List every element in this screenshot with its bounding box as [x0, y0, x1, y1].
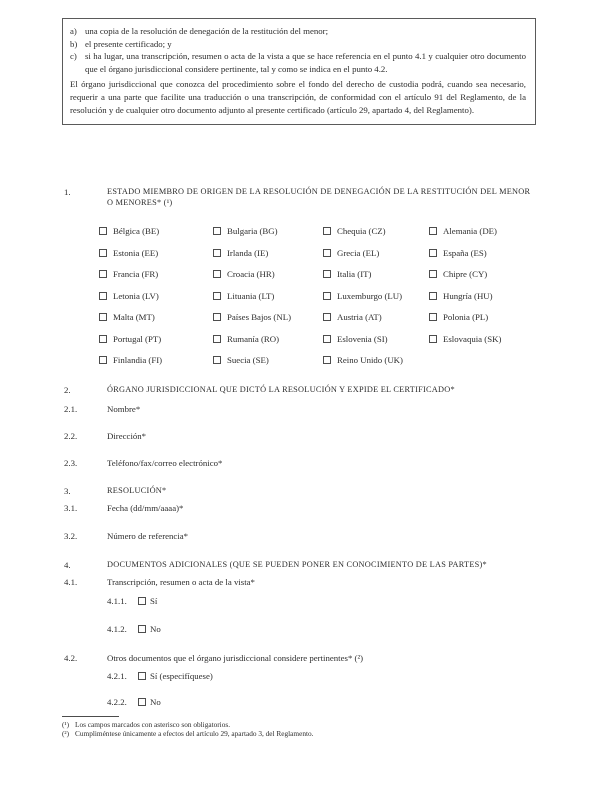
country-checkbox-option — [213, 355, 323, 365]
section-title: ESTADO MIEMBRO DE ORIGEN DE LA RESOLUCIÓN DE DENEGACIÓN DE LA RESTITUCIÓN DEL MENOR O MENORES* (¹) — [107, 187, 531, 207]
country-checkbox-option — [213, 291, 323, 301]
country-checkbox-option — [99, 312, 213, 322]
option-number: 4.1.2. — [107, 624, 127, 634]
checkbox-icon[interactable] — [323, 227, 331, 235]
section-number: 3. — [64, 486, 71, 496]
country-label: Rumanía (RO) — [227, 333, 280, 344]
country-label: Alemania (DE) — [443, 226, 497, 236]
country-checkbox-option — [323, 312, 429, 322]
option-row-4-1-2 — [107, 624, 161, 634]
checkbox-icon[interactable] — [213, 335, 221, 343]
country-label: Eslovenia (SI) — [337, 333, 388, 344]
country-checkbox-option — [213, 248, 323, 258]
field-number: 3.1. — [64, 503, 78, 513]
field-row-4-1 — [64, 577, 537, 588]
checkbox-icon[interactable] — [213, 270, 221, 278]
field-row-3-1 — [64, 503, 537, 514]
country-checkbox-option — [429, 291, 528, 301]
checkbox-icon[interactable] — [323, 270, 331, 278]
field-row-3-2 — [64, 531, 537, 542]
checkbox-icon[interactable] — [323, 356, 331, 364]
option-number: 4.1.1. — [107, 596, 127, 606]
country-label: Francia (FR) — [113, 269, 159, 279]
checkbox-icon[interactable] — [213, 313, 221, 321]
checkbox-icon[interactable] — [99, 356, 107, 364]
country-checkbox-option — [429, 269, 528, 279]
field-label: Nombre* — [107, 404, 141, 414]
option-label: No — [150, 624, 161, 634]
field-label: Dirección* — [107, 431, 147, 441]
field-number: 4.1. — [64, 577, 78, 587]
country-checkbox-option — [99, 248, 213, 258]
country-label: Irlanda (IE) — [227, 247, 269, 258]
country-label: Bulgaria (BG) — [227, 226, 278, 236]
country-label: Bélgica (BE) — [113, 226, 160, 236]
option-number: 4.2.1. — [107, 671, 127, 681]
section-1-heading — [64, 187, 537, 209]
field-number: 2.1. — [64, 404, 78, 414]
footnote-1 — [62, 720, 540, 729]
country-label: Austria (AT) — [337, 312, 382, 322]
country-label: Grecia (EL) — [337, 247, 380, 258]
checkbox-icon[interactable] — [99, 335, 107, 343]
section-number: 1. — [64, 187, 71, 197]
intro-item-a — [70, 25, 526, 38]
country-checkbox-option — [99, 269, 213, 279]
country-label: Hungría (HU) — [443, 290, 493, 301]
field-number: 3.2. — [64, 531, 78, 541]
section-number: 4. — [64, 560, 71, 570]
country-checkbox-option — [213, 226, 323, 236]
option-row-4-2-1 — [107, 671, 213, 681]
field-number: 2.3. — [64, 458, 78, 468]
footnote-rule — [62, 716, 119, 717]
field-row-2-2 — [64, 431, 537, 442]
checkbox-icon[interactable] — [429, 227, 437, 235]
section-number: 2. — [64, 385, 71, 395]
checkbox-icon[interactable] — [429, 313, 437, 321]
intro-item-label: b) — [70, 38, 78, 49]
field-number: 4.2. — [64, 653, 78, 663]
option-number: 4.2.2. — [107, 697, 127, 707]
country-checkbox-option — [429, 312, 528, 322]
option-row-4-2-2 — [107, 697, 161, 707]
section-3-heading — [64, 486, 537, 497]
checkbox-icon[interactable] — [323, 249, 331, 257]
country-checkbox-option — [99, 291, 213, 301]
country-label: Países Bajos (NL) — [227, 312, 292, 322]
country-checkbox-option — [99, 226, 213, 236]
checkbox-icon[interactable] — [138, 698, 146, 706]
country-checkbox-option — [429, 248, 528, 258]
intro-item-label: a) — [70, 26, 77, 36]
section-title: RESOLUCIÓN* — [107, 486, 167, 495]
intro-item-text: el presente certificado; y — [85, 38, 172, 49]
checkbox-icon[interactable] — [99, 292, 107, 300]
country-label: Polonia (PL) — [443, 312, 489, 322]
option-label: Sí — [150, 596, 158, 606]
intro-box — [62, 18, 536, 125]
country-label: Estonia (EE) — [113, 247, 159, 258]
footnote-text: Los campos marcados con asterisco son obligatorios. — [75, 720, 231, 729]
checkbox-icon[interactable] — [323, 335, 331, 343]
checkbox-icon[interactable] — [99, 313, 107, 321]
checkbox-icon[interactable] — [138, 625, 146, 633]
country-checkbox-option — [323, 291, 429, 301]
country-checkbox-option — [323, 226, 429, 236]
checkbox-icon[interactable] — [213, 227, 221, 235]
country-label: Chequia (CZ) — [337, 226, 386, 236]
checkbox-icon[interactable] — [323, 313, 331, 321]
option-label: No — [150, 697, 161, 707]
checkbox-icon[interactable] — [429, 335, 437, 343]
field-row-2-1 — [64, 404, 537, 415]
country-checkbox-option — [323, 248, 429, 258]
checkbox-icon[interactable] — [138, 672, 146, 680]
checkbox-icon[interactable] — [99, 227, 107, 235]
field-label: Otros documentos que el órgano jurisdiccional considere pertinentes* (²) — [107, 653, 364, 663]
footnote-2 — [62, 729, 540, 738]
checkbox-icon[interactable] — [429, 270, 437, 278]
country-label: Portugal (PT) — [113, 333, 162, 344]
intro-item-text: una copia de la resolución de denegación de la restitución del menor; — [85, 26, 329, 36]
member-state-grid — [99, 226, 528, 365]
country-checkbox-option — [323, 334, 429, 344]
checkbox-icon[interactable] — [213, 249, 221, 257]
checkbox-icon[interactable] — [138, 597, 146, 605]
country-checkbox-option — [213, 334, 323, 344]
intro-item-c — [70, 50, 526, 75]
country-label: Lituania (LT) — [227, 290, 275, 301]
country-checkbox-option — [213, 269, 323, 279]
field-label: Fecha (dd/mm/aaaa)* — [107, 503, 184, 513]
intro-item-label: c) — [70, 51, 77, 62]
checkbox-icon[interactable] — [429, 249, 437, 257]
checkbox-icon[interactable] — [213, 292, 221, 300]
checkbox-icon[interactable] — [99, 249, 107, 257]
option-label: Sí (especifíquese) — [150, 671, 213, 681]
country-label: España (ES) — [443, 247, 487, 258]
country-checkbox-option — [323, 355, 429, 365]
option-row-4-1-1 — [107, 596, 157, 606]
checkbox-icon[interactable] — [323, 292, 331, 300]
country-label: Malta (MT) — [113, 312, 155, 322]
checkbox-icon[interactable] — [99, 270, 107, 278]
country-checkbox-option — [429, 334, 528, 344]
country-checkbox-option — [429, 226, 528, 236]
section-4-heading — [64, 560, 537, 571]
country-label: Letonia (LV) — [113, 290, 159, 301]
country-checkbox-option — [323, 269, 429, 279]
section-title: ÓRGANO JURISDICCIONAL QUE DICTÓ LA RESOLUCIÓN Y EXPIDE EL CERTIFICADO* — [107, 385, 455, 394]
intro-item-b — [70, 38, 526, 51]
country-checkbox-option — [99, 355, 213, 365]
checkbox-icon[interactable] — [213, 356, 221, 364]
footnote-text: Cumpliméntese únicamente a efectos del artículo 29, apartado 3, del Reglamento. — [75, 729, 314, 738]
country-label: Chipre (CY) — [443, 269, 488, 279]
field-row-4-2 — [64, 653, 537, 664]
checkbox-icon[interactable] — [429, 292, 437, 300]
field-number: 2.2. — [64, 431, 78, 441]
country-label: Italia (IT) — [337, 269, 372, 279]
country-label: Luxemburgo (LU) — [337, 290, 403, 301]
field-row-2-3 — [64, 458, 537, 469]
footnote-marker: (¹) — [62, 720, 70, 729]
country-checkbox-option — [99, 334, 213, 344]
section-title: DOCUMENTOS ADICIONALES (QUE SE PUEDEN PONER EN CONOCIMIENTO DE LAS PARTES)* — [107, 560, 487, 569]
country-checkbox-option — [213, 312, 323, 322]
country-label: Suecia (SE) — [227, 355, 269, 365]
field-label: Teléfono/fax/correo electrónico* — [107, 458, 223, 468]
country-label: Croacia (HR) — [227, 269, 275, 279]
country-label: Reino Unido (UK) — [337, 355, 403, 365]
field-label: Transcripción, resumen o acta de la vista* — [107, 577, 255, 587]
country-label: Eslovaquia (SK) — [443, 333, 502, 344]
section-2-heading — [64, 385, 537, 396]
country-label: Finlandia (FI) — [113, 355, 163, 365]
intro-item-text: si ha lugar, una transcripción, resumen o acta de la vista a que se hace referencia en el punto 4.1 y cualquier otro documento que el órgano jurisdiccional considere pertinente, tal y como se indica en el punto 4.2. — [85, 51, 526, 74]
field-label: Número de referencia* — [107, 531, 189, 541]
footnote-marker: (²) — [62, 729, 70, 738]
intro-paragraph: El órgano jurisdiccional que conozca del procedimiento sobre el fondo del derecho de custodia podrá, cuando sea necesario, requerir a una parte que facilite una traducción o una transcripción, de conformidad con el artículo 91 del Reglamento, de la resolución y de cualquier otro documento adjunto al presente certificado (artículo 29, apartado 4, del Reglamento). — [70, 79, 526, 115]
